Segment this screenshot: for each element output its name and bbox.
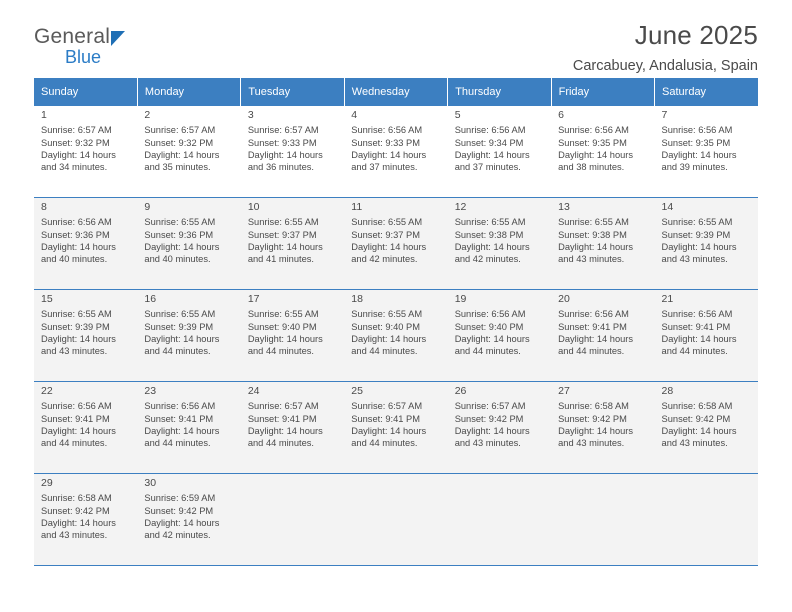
- page-header: [34, 0, 758, 78]
- sunset-text: Sunset: 9:41 PM: [351, 413, 420, 424]
- daylight-text-line2: and 44 minutes.: [454, 346, 521, 357]
- sunset-text: Sunset: 9:42 PM: [661, 413, 731, 424]
- sunset-text: Sunset: 9:37 PM: [247, 229, 317, 240]
- sunset-text: Sunset: 9:41 PM: [661, 321, 731, 332]
- sunrise-text: Sunrise: 6:56 AM: [454, 125, 526, 136]
- logo-word-general: General: [34, 25, 111, 48]
- calendar-week-row: [34, 198, 758, 290]
- daylight-text-line1: Daylight: 14 hours: [454, 333, 530, 344]
- logo: [34, 26, 184, 67]
- day-info: [558, 124, 654, 173]
- day-number: 22: [41, 385, 53, 397]
- daylight-text-line1: Daylight: 14 hours: [144, 149, 220, 160]
- daylight-text-line2: and 36 minutes.: [247, 162, 314, 173]
- page-subtitle-location: Carcabuey, Andalusia, Spain: [572, 58, 758, 74]
- day-number: 2: [144, 109, 151, 121]
- day-cell[interactable]: [448, 198, 551, 290]
- sunrise-text: Sunrise: 6:56 AM: [454, 309, 526, 320]
- sunset-text: Sunset: 9:40 PM: [351, 321, 420, 332]
- day-number: 29: [41, 477, 53, 489]
- daylight-text-line2: and 44 minutes.: [351, 346, 418, 357]
- sunset-text: Sunset: 9:37 PM: [351, 229, 420, 240]
- day-cell-empty: [344, 474, 447, 566]
- calendar-week-row: [34, 290, 758, 382]
- day-number: 11: [351, 201, 363, 213]
- day-info: [558, 308, 654, 357]
- day-number: 21: [661, 293, 674, 305]
- day-number: 1: [41, 109, 47, 121]
- day-cell[interactable]: [241, 198, 344, 290]
- day-number: 12: [454, 201, 467, 213]
- day-cell[interactable]: [655, 290, 758, 382]
- day-number: 4: [351, 109, 358, 121]
- sunrise-text: Sunrise: 6:58 AM: [661, 401, 733, 412]
- day-info: [41, 308, 137, 357]
- day-cell[interactable]: [241, 106, 344, 198]
- day-cell[interactable]: [34, 198, 137, 290]
- sunrise-text: Sunrise: 6:57 AM: [144, 125, 216, 136]
- daylight-text-line2: and 43 minutes.: [661, 438, 728, 449]
- daylight-text-line2: and 44 minutes.: [351, 438, 418, 449]
- day-cell[interactable]: [241, 290, 344, 382]
- sunrise-text: Sunrise: 6:57 AM: [454, 401, 526, 412]
- daylight-text-line1: Daylight: 14 hours: [144, 241, 220, 252]
- sunrise-text: Sunrise: 6:56 AM: [351, 125, 423, 136]
- daylight-text-line1: Daylight: 14 hours: [144, 517, 220, 528]
- day-cell[interactable]: [551, 382, 654, 474]
- daylight-text-line2: and 44 minutes.: [558, 346, 625, 357]
- day-number: 30: [144, 477, 157, 489]
- daylight-text-line2: and 42 minutes.: [144, 530, 211, 541]
- sunset-text: Sunset: 9:32 PM: [144, 137, 214, 148]
- day-cell[interactable]: [137, 198, 240, 290]
- sunrise-text: Sunrise: 6:57 AM: [351, 401, 423, 412]
- day-info: [41, 124, 137, 173]
- day-cell[interactable]: [241, 382, 344, 474]
- daylight-text-line1: Daylight: 14 hours: [144, 333, 220, 344]
- day-number: 18: [351, 293, 363, 305]
- sunrise-text: Sunrise: 6:55 AM: [41, 309, 112, 320]
- daylight-text-line1: Daylight: 14 hours: [351, 425, 427, 436]
- daylight-text-line2: and 44 minutes.: [144, 438, 211, 449]
- sunrise-text: Sunrise: 6:56 AM: [144, 401, 216, 412]
- sunset-text: Sunset: 9:42 PM: [144, 505, 214, 516]
- day-info: [144, 400, 240, 449]
- daylight-text-line2: and 44 minutes.: [41, 438, 108, 449]
- sunset-text: Sunset: 9:33 PM: [247, 137, 317, 148]
- day-number: 10: [247, 201, 260, 213]
- sunrise-text: Sunrise: 6:55 AM: [247, 309, 319, 320]
- sunrise-text: Sunrise: 6:57 AM: [41, 125, 112, 136]
- sunset-text: Sunset: 9:41 PM: [558, 321, 627, 332]
- day-number: 25: [351, 385, 363, 397]
- day-cell[interactable]: [655, 198, 758, 290]
- daylight-text-line1: Daylight: 14 hours: [454, 425, 530, 436]
- daylight-text-line1: Daylight: 14 hours: [558, 149, 634, 160]
- day-cell[interactable]: [34, 106, 137, 198]
- day-info: [41, 400, 137, 449]
- daylight-text-line2: and 43 minutes.: [41, 530, 108, 541]
- weekday-header-saturday: Saturday: [655, 78, 758, 106]
- day-info: [41, 492, 137, 541]
- day-cell[interactable]: [655, 106, 758, 198]
- weekday-header-row: [34, 78, 758, 106]
- day-info: [351, 124, 447, 173]
- day-cell[interactable]: [551, 106, 654, 198]
- sunset-text: Sunset: 9:42 PM: [558, 413, 627, 424]
- sunset-text: Sunset: 9:32 PM: [41, 137, 110, 148]
- daylight-text-line2: and 34 minutes.: [41, 162, 108, 173]
- daylight-text-line2: and 40 minutes.: [144, 254, 211, 265]
- day-cell-empty: [655, 474, 758, 566]
- day-cell[interactable]: [344, 198, 447, 290]
- day-cell[interactable]: [448, 382, 551, 474]
- day-cell[interactable]: [344, 106, 447, 198]
- daylight-text-line1: Daylight: 14 hours: [247, 149, 323, 160]
- daylight-text-line2: and 42 minutes.: [351, 254, 418, 265]
- daylight-text-line2: and 43 minutes.: [41, 346, 108, 357]
- day-info: [144, 492, 240, 541]
- sunrise-text: Sunrise: 6:58 AM: [41, 493, 112, 504]
- daylight-text-line2: and 41 minutes.: [247, 254, 314, 265]
- sunrise-text: Sunrise: 6:56 AM: [41, 217, 112, 228]
- sunrise-text: Sunrise: 6:55 AM: [351, 309, 423, 320]
- daylight-text-line2: and 43 minutes.: [558, 254, 625, 265]
- day-number: 7: [661, 109, 668, 121]
- daylight-text-line1: Daylight: 14 hours: [351, 333, 427, 344]
- sunrise-text: Sunrise: 6:55 AM: [351, 217, 423, 228]
- logo-text-secondary: Blue: [65, 47, 102, 67]
- sunset-text: Sunset: 9:36 PM: [144, 229, 214, 240]
- day-info: [558, 216, 654, 265]
- daylight-text-line2: and 35 minutes.: [144, 162, 211, 173]
- daylight-text-line1: Daylight: 14 hours: [144, 425, 220, 436]
- daylight-text-line1: Daylight: 14 hours: [247, 241, 323, 252]
- sunset-text: Sunset: 9:41 PM: [247, 413, 317, 424]
- daylight-text-line2: and 39 minutes.: [661, 162, 728, 173]
- daylight-text-line1: Daylight: 14 hours: [661, 333, 737, 344]
- day-cell[interactable]: [655, 382, 758, 474]
- daylight-text-line1: Daylight: 14 hours: [454, 149, 530, 160]
- daylight-text-line1: Daylight: 14 hours: [454, 241, 530, 252]
- daylight-text-line2: and 44 minutes.: [144, 346, 211, 357]
- day-cell[interactable]: [344, 290, 447, 382]
- sunset-text: Sunset: 9:38 PM: [558, 229, 627, 240]
- sunrise-text: Sunrise: 6:55 AM: [144, 217, 216, 228]
- daylight-text-line2: and 37 minutes.: [454, 162, 521, 173]
- daylight-text-line1: Daylight: 14 hours: [351, 149, 427, 160]
- daylight-text-line2: and 42 minutes.: [454, 254, 521, 265]
- day-info: [248, 400, 344, 449]
- daylight-text-line1: Daylight: 14 hours: [41, 149, 116, 160]
- weekday-header-tuesday: Tuesday: [241, 78, 344, 106]
- daylight-text-line2: and 43 minutes.: [661, 254, 728, 265]
- daylight-text-line1: Daylight: 14 hours: [247, 425, 323, 436]
- day-cell[interactable]: [34, 382, 137, 474]
- daylight-text-line1: Daylight: 14 hours: [41, 333, 116, 344]
- day-cell-empty: [448, 474, 551, 566]
- day-info: [41, 216, 137, 265]
- day-info: [558, 400, 654, 449]
- day-cell[interactable]: [34, 474, 137, 566]
- daylight-text-line2: and 44 minutes.: [661, 346, 728, 357]
- day-number: 28: [661, 385, 674, 397]
- sunrise-text: Sunrise: 6:56 AM: [41, 401, 112, 412]
- day-cell[interactable]: [137, 106, 240, 198]
- daylight-text-line2: and 37 minutes.: [351, 162, 418, 173]
- sunrise-text: Sunrise: 6:55 AM: [661, 217, 733, 228]
- day-number: 15: [41, 293, 53, 305]
- sunrise-text: Sunrise: 6:56 AM: [558, 309, 629, 320]
- day-info: [455, 124, 551, 173]
- daylight-text-line1: Daylight: 14 hours: [351, 241, 427, 252]
- daylight-text-line1: Daylight: 14 hours: [558, 241, 634, 252]
- day-cell[interactable]: [137, 290, 240, 382]
- daylight-text-line1: Daylight: 14 hours: [661, 241, 737, 252]
- day-cell[interactable]: [344, 382, 447, 474]
- day-cell[interactable]: [34, 290, 137, 382]
- sunset-text: Sunset: 9:36 PM: [41, 229, 110, 240]
- day-info: [351, 308, 447, 357]
- sunrise-text: Sunrise: 6:55 AM: [144, 309, 216, 320]
- day-number: 8: [41, 201, 47, 213]
- day-info: [662, 400, 758, 449]
- day-number: 23: [144, 385, 157, 397]
- sunset-text: Sunset: 9:39 PM: [661, 229, 731, 240]
- day-number: 24: [247, 385, 260, 397]
- daylight-text-line1: Daylight: 14 hours: [661, 425, 737, 436]
- day-cell[interactable]: [448, 290, 551, 382]
- sunrise-text: Sunrise: 6:57 AM: [247, 401, 319, 412]
- daylight-text-line2: and 43 minutes.: [558, 438, 625, 449]
- day-number: 13: [558, 201, 570, 213]
- day-info: [662, 308, 758, 357]
- logo-text-primary: [34, 26, 125, 48]
- daylight-text-line1: Daylight: 14 hours: [558, 425, 634, 436]
- day-cell[interactable]: [137, 382, 240, 474]
- day-info: [144, 216, 240, 265]
- day-cell[interactable]: [448, 106, 551, 198]
- sunset-text: Sunset: 9:39 PM: [144, 321, 214, 332]
- sunrise-text: Sunrise: 6:55 AM: [558, 217, 629, 228]
- sunrise-text: Sunrise: 6:55 AM: [247, 217, 319, 228]
- sunset-text: Sunset: 9:40 PM: [247, 321, 317, 332]
- calendar-week-row: [34, 106, 758, 198]
- day-info: [144, 308, 240, 357]
- day-number: 3: [247, 109, 254, 121]
- sunset-text: Sunset: 9:40 PM: [454, 321, 524, 332]
- sunset-text: Sunset: 9:34 PM: [454, 137, 524, 148]
- sunrise-text: Sunrise: 6:57 AM: [247, 125, 319, 136]
- day-number: 5: [454, 109, 461, 121]
- daylight-text-line2: and 44 minutes.: [247, 346, 314, 357]
- day-info: [662, 216, 758, 265]
- sunset-text: Sunset: 9:41 PM: [144, 413, 214, 424]
- daylight-text-line1: Daylight: 14 hours: [41, 241, 116, 252]
- daylight-text-line2: and 43 minutes.: [454, 438, 521, 449]
- sunset-text: Sunset: 9:38 PM: [454, 229, 524, 240]
- sunrise-text: Sunrise: 6:58 AM: [558, 401, 629, 412]
- day-number: 6: [558, 109, 564, 121]
- calendar-week-row: [34, 474, 758, 566]
- daylight-text-line1: Daylight: 14 hours: [41, 425, 116, 436]
- sunrise-text: Sunrise: 6:56 AM: [558, 125, 629, 136]
- day-info: [455, 400, 551, 449]
- sunset-text: Sunset: 9:42 PM: [41, 505, 110, 516]
- day-info: [455, 216, 551, 265]
- calendar-week-row: [34, 382, 758, 474]
- sun-times-calendar: [34, 78, 758, 566]
- day-cell[interactable]: [551, 198, 654, 290]
- weekday-header-thursday: Thursday: [448, 78, 551, 106]
- day-number: 19: [454, 293, 467, 305]
- daylight-text-line2: and 38 minutes.: [558, 162, 625, 173]
- day-info: [248, 124, 344, 173]
- day-cell[interactable]: [137, 474, 240, 566]
- day-info: [144, 124, 240, 173]
- sunset-text: Sunset: 9:42 PM: [454, 413, 524, 424]
- page-title: June 2025: [634, 20, 758, 50]
- day-number: 14: [661, 201, 674, 213]
- daylight-text-line1: Daylight: 14 hours: [558, 333, 634, 344]
- sunset-text: Sunset: 9:41 PM: [41, 413, 110, 424]
- day-info: [248, 308, 344, 357]
- day-info: [351, 216, 447, 265]
- sunrise-text: Sunrise: 6:59 AM: [144, 493, 216, 504]
- daylight-text-line1: Daylight: 14 hours: [41, 517, 116, 528]
- day-number: 27: [558, 385, 570, 397]
- day-number: 20: [558, 293, 570, 305]
- day-number: 9: [144, 201, 151, 213]
- sunrise-text: Sunrise: 6:56 AM: [661, 125, 733, 136]
- daylight-text-line2: and 40 minutes.: [41, 254, 108, 265]
- daylight-text-line1: Daylight: 14 hours: [247, 333, 323, 344]
- daylight-text-line1: Daylight: 14 hours: [661, 149, 737, 160]
- day-info: [248, 216, 344, 265]
- day-info: [455, 308, 551, 357]
- daylight-text-line2: and 44 minutes.: [247, 438, 314, 449]
- weekday-header-friday: Friday: [551, 78, 654, 106]
- day-number: 16: [144, 293, 157, 305]
- weekday-header-sunday: Sunday: [34, 78, 137, 106]
- sunset-text: Sunset: 9:33 PM: [351, 137, 420, 148]
- day-info: [662, 124, 758, 173]
- day-cell-empty: [241, 474, 344, 566]
- day-cell-empty: [551, 474, 654, 566]
- day-number: 26: [454, 385, 467, 397]
- logo-flag-icon: [111, 31, 125, 46]
- sunrise-text: Sunrise: 6:56 AM: [661, 309, 733, 320]
- day-number: 17: [247, 293, 260, 305]
- sunset-text: Sunset: 9:35 PM: [558, 137, 627, 148]
- day-cell[interactable]: [551, 290, 654, 382]
- day-info: [351, 400, 447, 449]
- sunset-text: Sunset: 9:39 PM: [41, 321, 110, 332]
- weekday-header-monday: Monday: [137, 78, 240, 106]
- sunset-text: Sunset: 9:35 PM: [661, 137, 731, 148]
- sunrise-text: Sunrise: 6:55 AM: [454, 217, 526, 228]
- weekday-header-wednesday: Wednesday: [344, 78, 447, 106]
